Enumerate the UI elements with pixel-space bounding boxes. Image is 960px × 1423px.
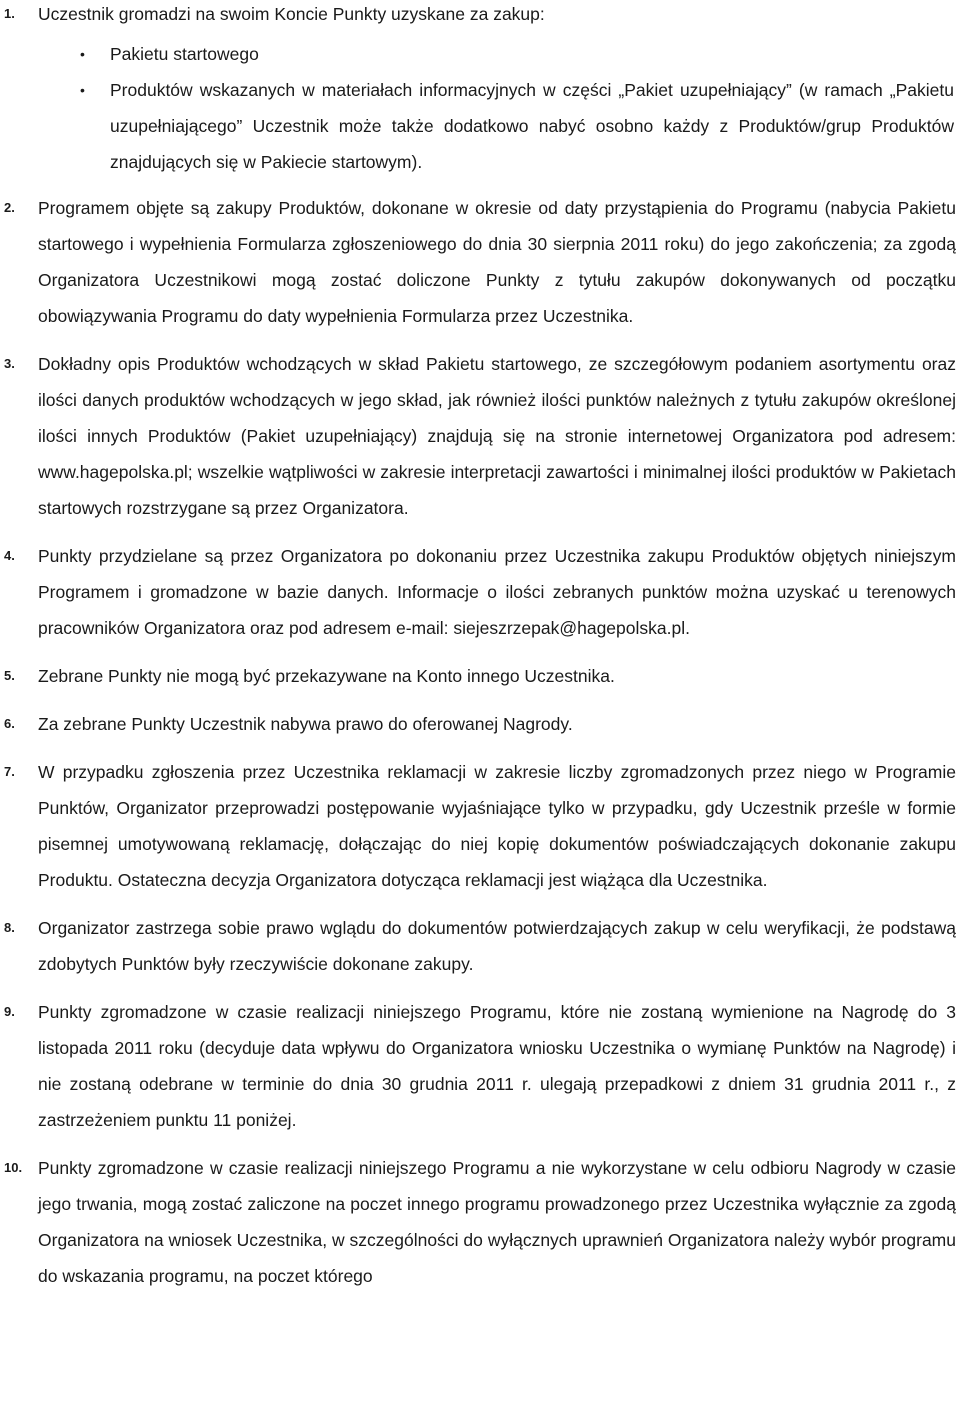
item-number: 5. [4, 668, 15, 683]
item-text: W przypadku zgłoszenia przez Uczestnika reklamacji w zakresie liczby zgromadzonych przez niego w Programie Punktów, Organizator przeprowadzi postępowanie wyjaśniające tylko w przypadku, gdy Uczestnik prześle w formie pisemnej umotywowaną reklamację, dołączając do niej kopię dokumentów poświadczających dokonanie zakupu Produktu. Ostateczna decyzja Organizatora dotycząca reklamacji jest wiążąca dla Uczestnika. [38, 762, 956, 890]
list-item-2 [0, 190, 960, 334]
bullet-icon: • [80, 82, 85, 98]
list-item-10 [0, 1150, 960, 1294]
bullet-text: Pakietu startowego [110, 44, 259, 64]
item-number: 6. [4, 716, 15, 731]
item-text: Uczestnik gromadzi na swoim Koncie Punkty uzyskane za zakup: [38, 4, 545, 24]
list-item-4 [0, 538, 960, 646]
list-item-7 [0, 754, 960, 898]
list-item-6 [0, 706, 960, 742]
item-number: 3. [4, 356, 15, 371]
item-number: 10. [4, 1160, 23, 1175]
item-number: 1. [4, 6, 15, 21]
item-text: Zebrane Punkty nie mogą być przekazywane na Konto innego Uczestnika. [38, 666, 615, 686]
bullet-text: Produktów wskazanych w materiałach informacyjnych w części „Pakiet uzupełniający” (w ramach „Pakietu uzupełniającego” Uczestnik może także dodatkowo nabyć osobno każdy z Produktów/grup Produktów znajdujących się w Pakiecie startowym). [110, 80, 954, 172]
list-item-5 [0, 658, 960, 694]
list-item-1 [0, 0, 960, 32]
item-number: 4. [4, 548, 15, 563]
item-number: 2. [4, 200, 15, 215]
item-text: Punkty przydzielane są przez Organizatora po dokonaniu przez Uczestnika zakupu Produktów objętych niniejszym Programem i gromadzone w bazie danych. Informacje o ilości zebranych punktów można uzyskać u terenowych pracowników Organizatora oraz pod adresem e-mail: siejeszrzepak@hagepolska.pl. [38, 546, 956, 638]
item-text: Dokładny opis Produktów wchodzących w skład Pakietu startowego, ze szczegółowym podaniem asortymentu oraz ilości danych produktów wchodzących w jego skład, jak również ilości punktów należnych z tytułu zakupów określonej ilości innych Produktów (Pakiet uzupełniający) znajdują się na stronie internetowej Organizatora pod adresem: www.hagepolska.pl; wszelkie wątpliwości w zakresie interpretacji zawartości i minimalnej ilości produktów w Pakietach startowych rozstrzygane są przez Organizatora. [38, 354, 956, 518]
bullet-item [80, 72, 954, 180]
item-number: 9. [4, 1004, 15, 1019]
item-text: Za zebrane Punkty Uczestnik nabywa prawo do oferowanej Nagrody. [38, 714, 573, 734]
list-item-8 [0, 910, 960, 982]
item-text: Punkty zgromadzone w czasie realizacji niniejszego Programu, które nie zostaną wymienione na Nagrodę do 3 listopada 2011 roku (decyduje data wpływu do Organizatora wniosku Uczestnika o wymianę Punktów na Nagrodę) i nie zostaną odebrane w terminie do dnia 30 grudnia 2011 r. ulegają przepadkowi z dniem 31 grudnia 2011 r., z zastrzeżeniem punktu 11 poniżej. [38, 1002, 956, 1130]
bullet-item [80, 36, 954, 72]
item-text: Punkty zgromadzone w czasie realizacji niniejszego Programu a nie wykorzystane w celu odbioru Nagrody w czasie jego trwania, mogą zostać zaliczone na poczet innego programu prowadzonego przez Uczestnika wyłącznie za zgodą Organizatora na wniosek Uczestnika, w szczególności do wyłącznych uprawnień Organizatora należy wybór programu do wskazania programu, na poczet którego [38, 1158, 956, 1286]
bullet-icon: • [80, 46, 85, 62]
list-item-3 [0, 346, 960, 526]
list-item-9 [0, 994, 960, 1138]
item-number: 8. [4, 920, 15, 935]
item-text: Organizator zastrzega sobie prawo wglądu do dokumentów potwierdzających zakup w celu weryfikacji, że podstawą zdobytych Punktów były rzeczywiście dokonane zakupy. [38, 918, 956, 974]
bullet-list [0, 36, 960, 180]
item-number: 7. [4, 764, 15, 779]
item-text: Programem objęte są zakupy Produktów, dokonane w okresie od daty przystąpienia do Programu (nabycia Pakietu startowego i wypełnienia Formularza zgłoszeniowego do dnia 30 sierpnia 2011 roku) do jego zakończenia; za zgodą Organizatora Uczestnikowi mogą zostać doliczone Punkty z tytułu zakupów dokonywanych od początku obowiązywania Programu do daty wypełnienia Formularza przez Uczestnika. [38, 198, 956, 326]
